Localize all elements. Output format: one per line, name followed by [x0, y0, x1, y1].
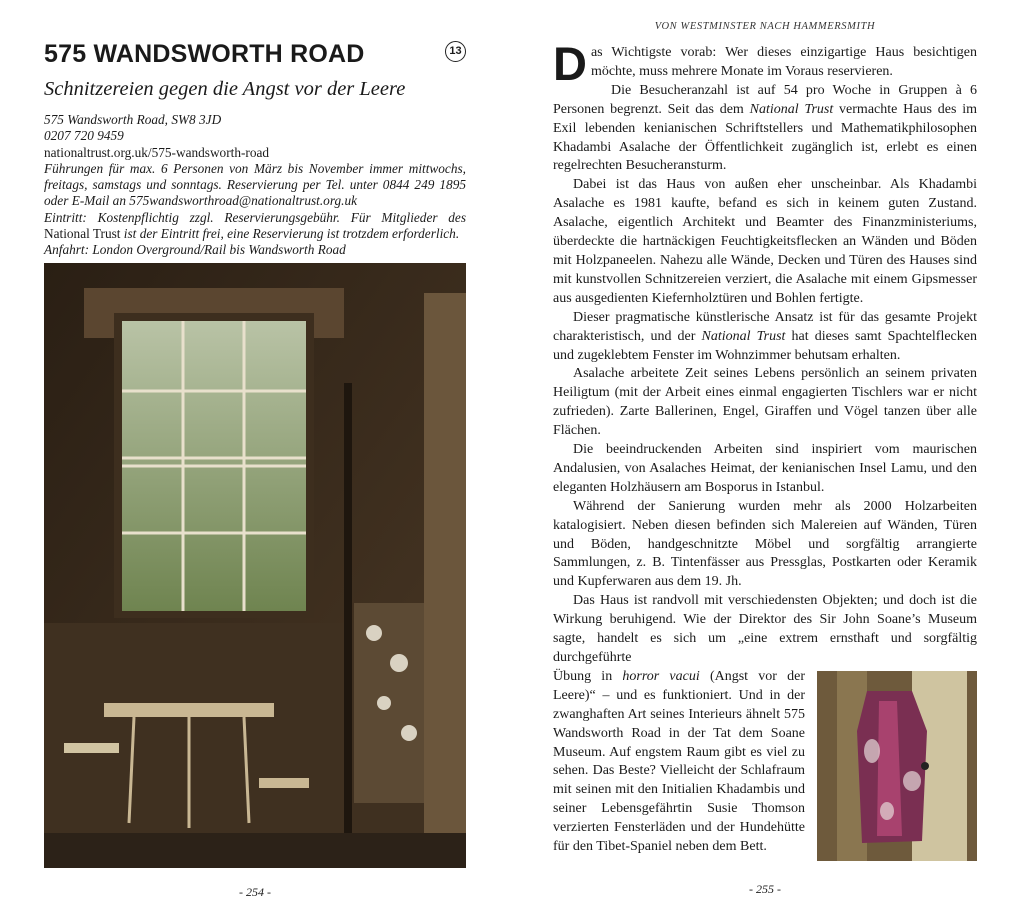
paragraph: Asalache arbeitete Zeit seines Lebens persönlich an seinem privaten Heiligtum (mit der Arbeit eines einmal engagierten Tischlers war er nicht zufrieden). Zarte Ballerinen, Engel, Giraffen und Vögel tanzen über alle Flächen.	[553, 366, 977, 439]
subtitle: Schnitzereien gegen die Angst vor der Leere	[44, 78, 406, 100]
right-page	[510, 0, 1020, 897]
emphasis: National Trust	[701, 328, 786, 344]
paragraph	[553, 82, 977, 177]
entry-number-badge: 13	[445, 41, 466, 62]
admission-text: Eintritt: Kostenpflichtig zzgl. Reservierungsgebühr. Für Mitglieder des	[44, 209, 466, 225]
paragraph-continued	[553, 668, 977, 865]
paragraph-text: Die Besucheranzahl ist auf 54 pro Woche in Gruppen à 6 Personen begrenzt. Seit das dem	[553, 82, 977, 117]
address: 575 Wandsworth Road, SW8 3JD	[44, 112, 222, 127]
paragraph-text: (Angst vor der Leere)“ – und es funktioniert. Und in der zwanghaften Art seines Interieurs ähnelt 575 Wandsworth Road in der Tat dem Soane Museum. Auf engstem Raum gibt es viel zu sehen. Das Beste? Vielleicht der Schlafraum mit seinen mit den Initialien Khadambis und seiner Lebensgefährtin Susie Thomson verzierten Fensterläden und der Hundehütte für den Tibet-Spaniel neben dem Bett.	[553, 668, 805, 855]
robe-photo	[817, 671, 977, 861]
paragraph: Während der Sanierung wurden mehr als 2000 Holzarbeiten katalogisiert. Neben diesen befinden sich Malereien auf Wänden, Türen und Böden, handgeschnitzte Möbel und sorgfältig arrangierte Sammlungen, z. B. Tintenfässer aus Pressglas, Postkarten oder Keramik und Kupferwaren aus dem 19. Jh.	[553, 498, 977, 590]
page-number: - 254 -	[239, 884, 271, 899]
interior-photo	[44, 263, 466, 868]
left-page	[0, 0, 510, 900]
running-head: VON WESTMINSTER NACH HAMMERSMITH	[654, 21, 876, 32]
paragraph	[553, 309, 977, 366]
paragraph: Die beeindruckenden Arbeiten sind inspiriert vom maurischen Andalusien, von Asalaches Heimat, der kenianischen Insel Lamu, und den eleganten Holzhäusern am Bosporus in Istanbul.	[553, 442, 977, 495]
page-number: - 255 -	[749, 881, 781, 896]
directions: Anfahrt: London Overground/Rail bis Wandsworth Road	[44, 242, 346, 258]
paragraph-text: vermachte Haus des im Exil lebenden kenianischen Schriftstellers und Mathematikphilosophen Khadambi Asalache der Öffentlichkeit zugänglich ist, erlebt es einen regelrechten Besucheransturm.	[553, 101, 978, 174]
paragraph: Das Haus ist randvoll mit verschiedensten Objekten; und doch ist die Wirkung beruhigend. Wie der Direktor des Sir John Soane’s Museum sagte, handelt es sich um „eine extrem ernsthaft und sorgfältig durchgeführte	[553, 593, 977, 665]
admission-text-end: ist der Eintritt frei, eine Reservierung ist trotzdem erforderlich.	[120, 226, 460, 242]
admission-info	[44, 210, 466, 243]
paragraph-text: Dieser pragmatische künstlerische Ansatz ist für das gesamte Projekt charakteristisch, und der	[553, 309, 977, 344]
website-link[interactable]: nationaltrust.org.uk/575-wandsworth-road	[44, 144, 270, 160]
left-column	[44, 40, 466, 900]
paragraph	[553, 37, 977, 90]
info-block	[44, 112, 466, 259]
emphasis: horror vacui	[622, 668, 700, 684]
page-title: 575 WANDSWORTH ROAD	[44, 40, 365, 68]
admission-org: National Trust	[44, 226, 121, 242]
paragraph-text: as Wichtigste vorab: Wer dieses einzigartige Haus besichtigen möchte, muss mehrere Monate im Voraus reservieren.	[590, 45, 977, 79]
right-column	[553, 0, 977, 897]
emphasis: National Trust	[749, 101, 834, 117]
phone: 0207 720 9459	[44, 128, 124, 144]
paragraph: Dabei ist das Haus von außen eher unscheinbar. Als Khadambi Asalache es 1981 kaufte, befand es sich in keinem guten Zustand. Asalache, eigentlich Architekt und Beamter des Finanzministeriums, überdeckte die hartnäckigen Feuchtigkeitsflecken an Wänden und Böden mit Holzpaneelen. Nahezu alle Wände, Decken und Türen des Hauses sind mit kunstvollen Schnitzereien verziert, die Asalache mit einem Gipsmesser aus ausgedienten Kiefernholztüren und Bohlen fertigte.	[553, 177, 977, 306]
paragraph-text: Übung in	[553, 668, 623, 684]
drop-cap: D	[553, 37, 587, 90]
title-row	[44, 40, 466, 76]
tours-info: Führungen für max. 6 Personen von März bis November immer mittwochs, freitags, samstags und sonntags. Reservierung per Tel. unter 0844 249 1895 oder E-Mail an 575wandsworthroad@nationaltrust.org.uk	[44, 160, 466, 209]
paragraph-text: hat dieses samt Spachtelflecken und zugeklebtem Fenster im Wohnzimmer behutsam erhalten.	[553, 328, 977, 363]
article-body	[553, 37, 978, 865]
